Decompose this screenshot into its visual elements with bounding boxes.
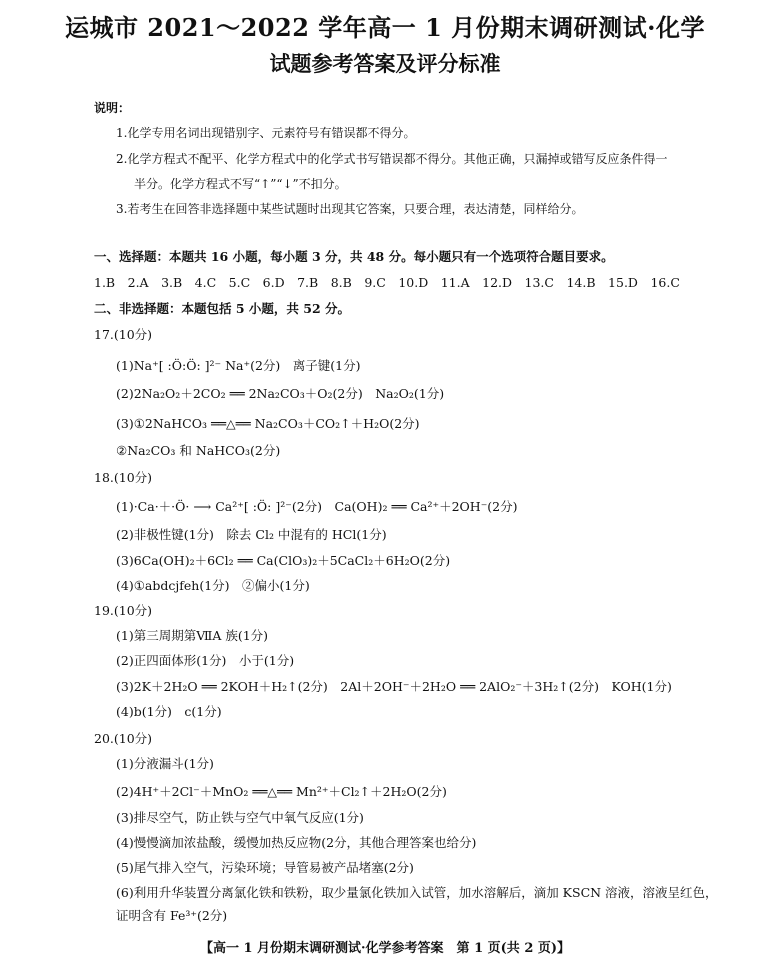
q20-answer-6-continued: 证明含有 Fe³⁺(2分) — [116, 908, 228, 923]
q17-answer-1: (1)Na⁺[ :Ö:Ö: ]²⁻ Na⁺(2分) 离子键(1分) — [116, 358, 361, 373]
page-subtitle: 试题参考答案及评分标准 — [269, 51, 501, 76]
q20-head: 20.(10分) — [94, 731, 153, 746]
q19-answer-2: (2)正四面体形(1分) 小于(1分) — [116, 653, 295, 668]
q19-answer-4: (4)b(1分) c(1分) — [116, 704, 222, 719]
section-2-title: 二、非选择题：本题包括 5 小题，共 52 分。 — [94, 301, 351, 316]
q19-head: 19.(10分) — [94, 603, 153, 618]
q19-answer-1: (1)第三周期第ⅦA 族(1分) — [116, 628, 269, 643]
q17-answer-3: (3)①2NaHCO₃ ══△══ Na₂CO₃＋CO₂↑＋H₂O(2分) — [116, 416, 420, 431]
q20-answer-5: (5)尾气排入空气，污染环境；导管易被产品堵塞(2分) — [116, 860, 414, 875]
q20-answer-3: (3)排尽空气，防止铁与空气中氧气反应(1分) — [116, 810, 364, 825]
q20-answer-6: (6)利用升华装置分离氯化铁和铁粉，取少量氯化铁加入试管，加水溶解后，滴加 KSCN 溶液，溶液呈红色， — [116, 885, 718, 900]
section-1-title: 一、选择题：本题共 16 小题，每小题 3 分，共 48 分。每小题只有一个选项符合题目要求。 — [94, 249, 614, 264]
q20-answer-4: (4)慢慢滴加浓盐酸，缓慢加热反应物(2分，其他合理答案也给分) — [116, 835, 477, 850]
note-1: 1.化学专用名词出现错别字、元素符号有错误都不得分。 — [116, 126, 416, 140]
q18-answer-4: (4)①abdcjfeh(1分) ②偏小(1分) — [116, 578, 310, 593]
q17-answer-4: ②Na₂CO₃ 和 NaHCO₃(2分) — [116, 443, 281, 458]
q18-answer-3: (3)6Ca(OH)₂＋6Cl₂ ══ Ca(ClO₃)₂＋5CaCl₂＋6H₂O(2分) — [116, 553, 451, 568]
q18-answer-1: (1)·Ca·＋·Ö· ⟶ Ca²⁺[ :Ö: ]²⁻(2分) Ca(OH)₂ ══ Ca²⁺＋2OH⁻(2分) — [116, 499, 518, 514]
notes-label: 说明： — [94, 101, 131, 115]
page-title: 运城市 2021～2022 学年高一 1 月份期末调研测试·化学 — [64, 13, 706, 42]
q20-answer-1: (1)分液漏斗(1分) — [116, 756, 214, 771]
q18-answer-2: (2)非极性键(1分) 除去 Cl₂ 中混有的 HCl(1分) — [116, 527, 387, 542]
q19-answer-3: (3)2K＋2H₂O ══ 2KOH＋H₂↑(2分) 2Al＋2OH⁻＋2H₂O ══ 2AlO₂⁻＋3H₂↑(2分) KOH(1分) — [116, 679, 672, 694]
choice-answers: 1.B 2.A 3.B 4.C 5.C 6.D 7.B 8.B 9.C 10.D 11.A 12.D 13.C 14.B 15.D 16.C — [94, 275, 680, 290]
note-2: 2.化学方程式不配平、化学方程式中的化学式书写错误都不得分。其他正确，只漏掉或错写反应条件得一 — [116, 152, 668, 166]
note-3: 3.若考生在回答非选择题中某些试题时出现其它答案，只要合理，表达清楚，同样给分。 — [116, 202, 584, 216]
note-2-continued: 半分。化学方程式不写“↑”“↓”不扣分。 — [134, 177, 347, 191]
q18-head: 18.(10分) — [94, 470, 153, 485]
page-footer: 【高一 1 月份期末调研测试·化学参考答案 第 1 页(共 2 页)】 — [199, 941, 571, 956]
q17-answer-2: (2)2Na₂O₂＋2CO₂ ══ 2Na₂CO₃＋O₂(2分) Na₂O₂(1分) — [116, 386, 445, 401]
q17-head: 17.(10分) — [94, 327, 153, 342]
q20-answer-2: (2)4H⁺＋2Cl⁻＋MnO₂ ══△══ Mn²⁺＋Cl₂↑＋2H₂O(2分) — [116, 784, 447, 799]
